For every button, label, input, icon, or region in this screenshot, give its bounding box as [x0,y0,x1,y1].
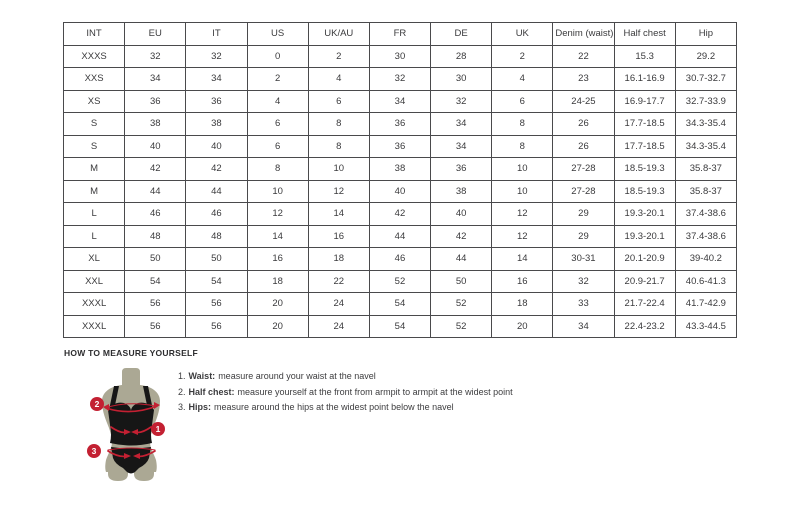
size-value-cell: 14 [492,248,553,271]
size-value-cell: 54 [186,270,247,293]
size-value-cell: 22.4-23.2 [614,315,675,338]
size-value-cell: 8 [492,113,553,136]
measure-section-title: HOW TO MEASURE YOURSELF [64,348,198,358]
size-value-cell: 20 [492,315,553,338]
size-label-cell: XXS [64,68,125,91]
size-value-cell: 41.7-42.9 [675,293,736,316]
size-value-cell: 35.8-37 [675,180,736,203]
column-header: Hip [675,23,736,46]
size-value-cell: 36 [369,113,430,136]
size-value-cell: 12 [492,203,553,226]
size-value-cell: 6 [492,90,553,113]
size-value-cell: 10 [308,158,369,181]
size-value-cell: 18.5-19.3 [614,158,675,181]
size-value-cell: 19.3-20.1 [614,203,675,226]
size-value-cell: 50 [125,248,186,271]
size-value-cell: 10 [492,158,553,181]
size-value-cell: 56 [125,293,186,316]
size-value-cell: 12 [492,225,553,248]
marker-waist-number: 1 [155,424,161,434]
size-value-cell: 20.1-20.9 [614,248,675,271]
size-value-cell: 38 [431,180,492,203]
size-value-cell: 52 [431,315,492,338]
size-value-cell: 23 [553,68,614,91]
size-value-cell: 18 [247,270,308,293]
size-value-cell: 6 [247,135,308,158]
size-label-cell: XXXL [64,315,125,338]
header-row [64,23,737,46]
size-value-cell: 6 [247,113,308,136]
size-label-cell: XXXL [64,293,125,316]
size-value-cell: 8 [308,113,369,136]
size-value-cell: 38 [186,113,247,136]
size-value-cell: 24-25 [553,90,614,113]
size-value-cell: 54 [125,270,186,293]
size-value-cell: 42 [369,203,430,226]
column-header: Half chest [614,23,675,46]
size-value-cell: 16 [247,248,308,271]
size-value-cell: 34 [431,113,492,136]
size-value-cell: 24 [308,315,369,338]
column-header: INT [64,23,125,46]
size-value-cell: 27-28 [553,158,614,181]
measure-steps-list [178,371,513,418]
measure-step-waist [178,371,513,381]
size-value-cell: 20 [247,315,308,338]
size-value-cell: 40 [125,135,186,158]
column-header: US [247,23,308,46]
size-label-cell: XL [64,248,125,271]
size-value-cell: 16.9-17.7 [614,90,675,113]
size-value-cell: 36 [431,158,492,181]
step-number: 3. [178,402,186,412]
size-value-cell: 36 [369,135,430,158]
size-value-cell: 28 [431,45,492,68]
size-value-cell: 42 [186,158,247,181]
size-value-cell: 40 [369,180,430,203]
size-value-cell: 22 [308,270,369,293]
step-label: Waist: [188,371,216,381]
size-value-cell: 54 [369,315,430,338]
size-value-cell: 42 [431,225,492,248]
step-number: 2. [178,386,186,397]
size-row [64,113,737,136]
size-row [64,315,737,338]
size-value-cell: 29 [553,225,614,248]
size-value-cell: 6 [308,90,369,113]
size-value-cell: 30 [369,45,430,68]
size-value-cell: 8 [492,135,553,158]
size-value-cell: 18 [492,293,553,316]
size-value-cell: 30 [431,68,492,91]
size-value-cell: 18 [308,248,369,271]
size-value-cell: 30-31 [553,248,614,271]
size-row [64,135,737,158]
size-value-cell: 56 [186,315,247,338]
size-value-cell: 2 [492,45,553,68]
size-value-cell: 8 [308,135,369,158]
step-label: Half chest: [188,386,235,397]
size-value-cell: 48 [125,225,186,248]
size-value-cell: 14 [247,225,308,248]
size-value-cell: 40.6-41.3 [675,270,736,293]
size-value-cell: 2 [308,45,369,68]
size-value-cell: 38 [125,113,186,136]
marker-hips-number: 3 [91,446,97,456]
size-value-cell: 19.3-20.1 [614,225,675,248]
size-value-cell: 26 [553,135,614,158]
size-value-cell: 35.8-37 [675,158,736,181]
column-header: FR [369,23,430,46]
size-value-cell: 8 [247,158,308,181]
column-header: UK [492,23,553,46]
size-row [64,45,737,68]
size-value-cell: 37.4-38.6 [675,203,736,226]
size-chart-header [64,23,737,46]
size-value-cell: 16 [308,225,369,248]
size-row [64,90,737,113]
size-value-cell: 22 [553,45,614,68]
size-value-cell: 15.3 [614,45,675,68]
size-value-cell: 10 [247,180,308,203]
column-header: EU [125,23,186,46]
column-header: IT [186,23,247,46]
marker-half-chest-number: 2 [94,399,100,409]
size-value-cell: 43.3-44.5 [675,315,736,338]
size-value-cell: 4 [492,68,553,91]
size-chart-body [64,45,737,338]
size-value-cell: 40 [431,203,492,226]
step-label: Hips: [188,402,212,412]
size-label-cell: L [64,203,125,226]
step-number: 1. [178,371,186,381]
size-row [64,203,737,226]
size-value-cell: 36 [125,90,186,113]
size-row [64,248,737,271]
size-row [64,270,737,293]
size-label-cell: XS [64,90,125,113]
size-value-cell: 34 [369,90,430,113]
size-value-cell: 33 [553,293,614,316]
size-value-cell: 29 [553,203,614,226]
size-value-cell: 2 [247,68,308,91]
size-row [64,68,737,91]
size-value-cell: 20.9-21.7 [614,270,675,293]
size-value-cell: 46 [186,203,247,226]
size-label-cell: L [64,225,125,248]
size-value-cell: 34 [125,68,186,91]
size-value-cell: 50 [431,270,492,293]
size-row [64,180,737,203]
size-value-cell: 39-40.2 [675,248,736,271]
size-value-cell: 30.7-32.7 [675,68,736,91]
size-row [64,225,737,248]
column-header: Denim (waist) [553,23,614,46]
size-value-cell: 27-28 [553,180,614,203]
column-header: UK/AU [308,23,369,46]
size-value-cell: 14 [308,203,369,226]
step-text: measure around the hips at the widest point below the navel [214,402,454,412]
size-value-cell: 32 [125,45,186,68]
size-value-cell: 50 [186,248,247,271]
size-value-cell: 34.3-35.4 [675,135,736,158]
size-value-cell: 56 [186,293,247,316]
size-value-cell: 18.5-19.3 [614,180,675,203]
size-value-cell: 12 [247,203,308,226]
step-text: measure yourself at the front from armpit to armpit at the widest point [237,386,513,397]
size-value-cell: 0 [247,45,308,68]
size-value-cell: 16 [492,270,553,293]
size-value-cell: 12 [308,180,369,203]
size-value-cell: 4 [247,90,308,113]
measure-step-half-chest [178,387,513,397]
size-value-cell: 24 [308,293,369,316]
size-label-cell: XXXS [64,45,125,68]
size-value-cell: 52 [431,293,492,316]
size-value-cell: 17.7-18.5 [614,135,675,158]
size-label-cell: S [64,113,125,136]
size-label-cell: M [64,180,125,203]
size-value-cell: 34 [553,315,614,338]
size-value-cell: 46 [125,203,186,226]
size-value-cell: 36 [186,90,247,113]
size-value-cell: 26 [553,113,614,136]
size-value-cell: 44 [186,180,247,203]
size-value-cell: 37.4-38.6 [675,225,736,248]
size-value-cell: 42 [125,158,186,181]
size-value-cell: 10 [492,180,553,203]
size-label-cell: M [64,158,125,181]
size-label-cell: XXL [64,270,125,293]
step-text: measure around your waist at the navel [218,371,376,381]
size-value-cell: 20 [247,293,308,316]
size-value-cell: 38 [369,158,430,181]
size-value-cell: 32 [186,45,247,68]
size-value-cell: 34.3-35.4 [675,113,736,136]
size-value-cell: 44 [125,180,186,203]
size-value-cell: 44 [369,225,430,248]
size-value-cell: 52 [369,270,430,293]
size-value-cell: 32 [431,90,492,113]
size-value-cell: 40 [186,135,247,158]
column-header: DE [431,23,492,46]
size-value-cell: 34 [431,135,492,158]
size-value-cell: 32 [553,270,614,293]
size-value-cell: 46 [369,248,430,271]
size-chart-table [63,22,737,338]
size-value-cell: 4 [308,68,369,91]
size-row [64,293,737,316]
size-value-cell: 32 [369,68,430,91]
measure-step-hips [178,402,513,412]
size-value-cell: 48 [186,225,247,248]
size-value-cell: 21.7-22.4 [614,293,675,316]
size-label-cell: S [64,135,125,158]
size-value-cell: 17.7-18.5 [614,113,675,136]
size-value-cell: 16.1-16.9 [614,68,675,91]
size-value-cell: 44 [431,248,492,271]
size-value-cell: 34 [186,68,247,91]
size-value-cell: 56 [125,315,186,338]
size-value-cell: 54 [369,293,430,316]
size-row [64,158,737,181]
size-value-cell: 29.2 [675,45,736,68]
size-value-cell: 32.7-33.9 [675,90,736,113]
